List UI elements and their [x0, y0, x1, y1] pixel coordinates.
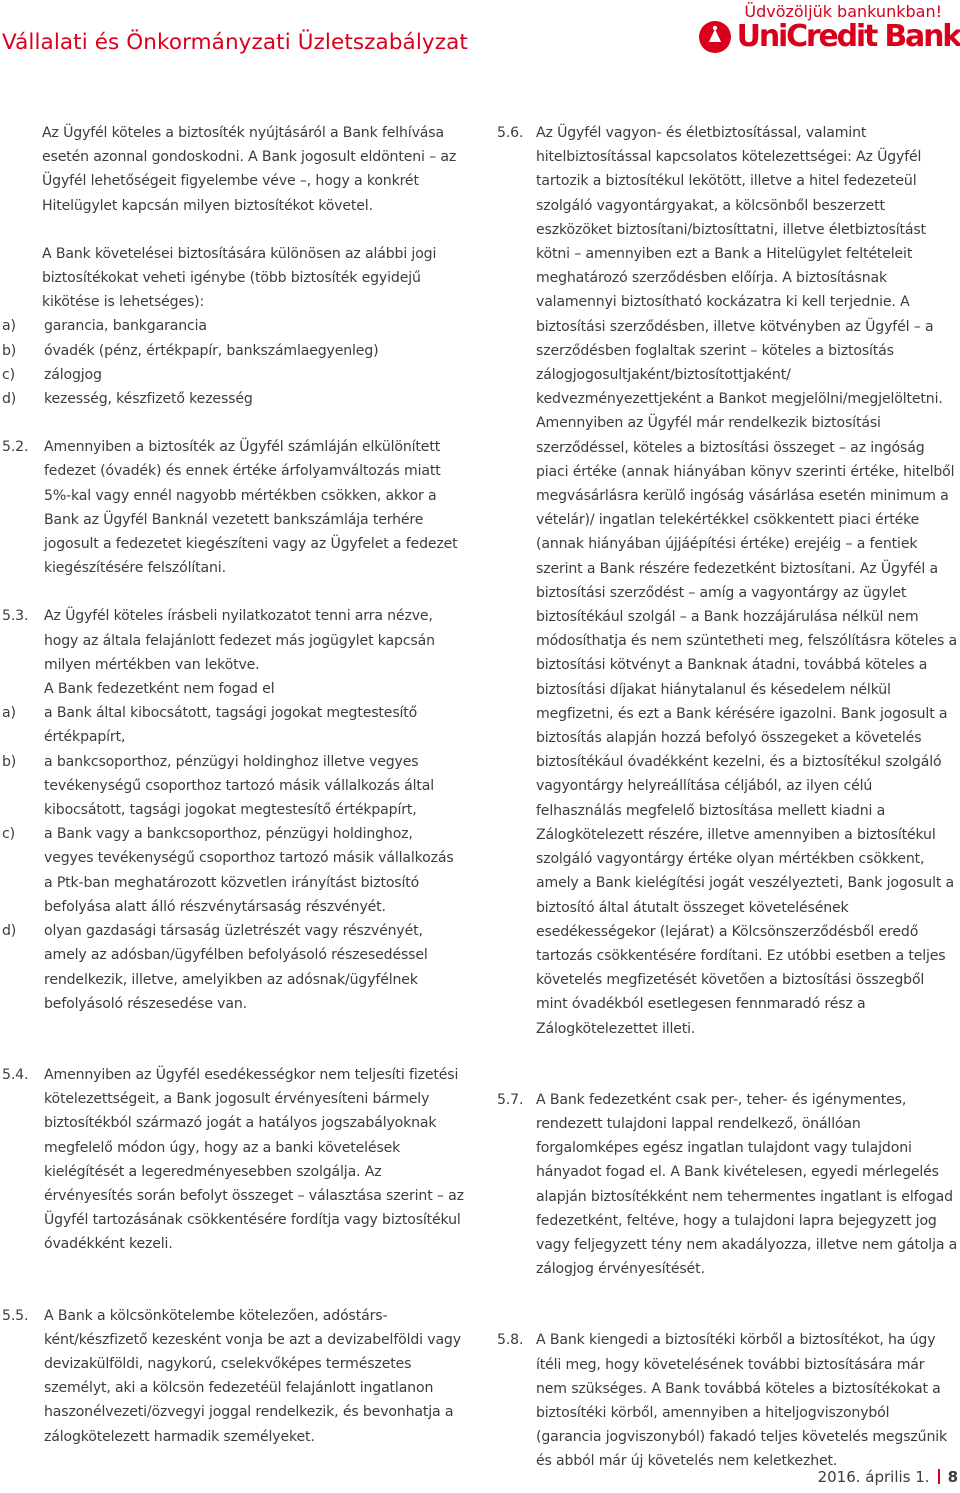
header-title: Vállalati és Önkormányzati Üzletszabályzat — [2, 30, 468, 55]
list-item — [0, 363, 466, 387]
list-item-label: a) — [2, 318, 16, 335]
list-item-text: kezesség, készfizető kezesség — [44, 391, 253, 408]
list-item-label: d) — [2, 391, 17, 408]
section-number: 5.2. — [2, 439, 29, 456]
list-item-text: óvadék (pénz, értékpapír, bankszámlaegyenleg) — [44, 342, 379, 359]
list-item — [0, 822, 466, 919]
list-item — [0, 339, 466, 363]
section-number: 5.5. — [2, 1307, 29, 1324]
left-column — [0, 121, 466, 1449]
section-text: A Bank kiengedi a biztosítéki körből a biztosítékot, ha úgy ítéli meg, hogy követelésének további biztosítására már nem szükséges. A Bank továbbá köteles a biztosítékokat a biztosítéki körből, amennyiben a hiteljogviszonyból (garancia jogviszonyból) fakadó teljes követelés megszűnik és abból már új követelés nem keletkezhet. — [536, 1332, 948, 1470]
section-5-5 — [0, 1304, 466, 1449]
list-item — [0, 750, 466, 823]
list-item-text: a Bank által kibocsátott, tagsági jogokat megtestesítő értékpapírt, — [44, 705, 418, 746]
bank-logo[interactable] — [698, 17, 960, 57]
section-5-3 — [0, 604, 466, 701]
list-item-label: a) — [2, 705, 16, 722]
section-number: 5.8. — [497, 1332, 524, 1349]
collateral-list — [0, 314, 466, 411]
section-5-8 — [492, 1328, 958, 1473]
list-item-text: a bankcsoporthoz, pénzügyi holdinghoz illetve vegyes tevékenységű csoporthoz tartozó másik vállalkozás által kibocsátott, tagsági jogokat megtestesítő értékpapírt, — [44, 753, 434, 819]
list-item-label: c) — [2, 826, 15, 843]
section-number: 5.4. — [2, 1066, 29, 1083]
section-text: A Bank fedezetként csak per-, teher- és igénymentes, rendezett tulajdoni lappal rendelkező, önállóan forgalomképes egész ingatlan tulajdont vagy tulajdoni hányadot fogad el. A Bank kivételesen, egyedi mérlegelés alapján biztosítékként nem tehermentes ingatlant is elfogad fedezetként, feltéve, hogy a tulajdoni lapra bejegyzett jog vagy feljegyzett tény nem akadályozza, illetve nem gátolja a zálogjog érvényesítését. — [536, 1091, 958, 1278]
section-number: 5.6. — [497, 125, 524, 141]
list-item — [0, 919, 466, 1016]
logo-text: UniCredit Bank — [736, 19, 960, 54]
intro-paragraph: Az Ügyfél köteles a biztosíték nyújtásáról a Bank felhívása esetén azonnal gondoskodni. A Bank jogosult eldönteni – az Ügyfél lehetőségeit figyelembe véve –, hogy a konkrét Hitelügylet kapcsán milyen biztosítékot követel. — [42, 125, 457, 214]
excluded-collateral-list — [0, 701, 466, 1016]
page-footer — [818, 1468, 958, 1486]
footer-date: 2016. április 1. — [817, 1468, 930, 1486]
list-item — [0, 314, 466, 338]
list-item-text: a Bank vagy a bankcsoporthoz, pénzügyi holdinghoz, vegyes tevékenységű csoporthoz tartozó másik vállalkozás a Ptk-ban meghatározott közvetlen irányítást biztosító befolyása alatt álló részvénytársaság részvényét. — [44, 826, 454, 915]
list-item-label: d) — [2, 923, 17, 940]
page-number: 8 — [947, 1468, 958, 1486]
list-item-text: olyan gazdasági társaság üzletrészét vagy részvényét, amely az adósban/ügyfélben befolyásoló részesedéssel rendelkezik, illetve, amelyikben az adósnak/ügyfélnek befolyásoló részesedése van. — [44, 923, 428, 1012]
section-text: Az Ügyfél köteles írásbeli nyilatkozatot tenni arra nézve, hogy az általa felajánlott fedezet más jogügylet kapcsán milyen mértékben van lekötve. — [44, 608, 435, 673]
section-number: 5.7. — [497, 1091, 524, 1108]
list-item-text: zálogjog — [44, 366, 102, 383]
section-5-6 — [492, 121, 958, 1041]
collateral-intro: A Bank követelései biztosítására különösen az alábbi jogi biztosítékokat veheti igénybe (több biztosíték egyidejű kikötése is lehetséges): — [42, 245, 437, 311]
list-item-label: c) — [2, 366, 15, 383]
list-item-text: garancia, bankgarancia — [44, 318, 207, 335]
section-text: Amennyiben a biztosíték az Ügyfél számláján elkülönített fedezet (óvadék) és ennek értéke árfolyamváltozás miatt 5%-kal vagy ennél nagyobb mértékben csökken, akkor a Bank az Ügyfél Banknál vezetett bankszámlája terhére jogosult a fedezetet kiegészíteni vagy az Ügyfelet a fedezet kiegészítésére felszólítani. — [44, 439, 458, 577]
list-item — [0, 701, 466, 749]
list-item — [0, 387, 466, 411]
right-column — [492, 121, 958, 1474]
section-5-4 — [0, 1063, 466, 1257]
welcome-link[interactable]: Üdvözöljük bankunkban! — [744, 2, 942, 21]
list-item-label: b) — [2, 342, 17, 359]
section-text: Amennyiben az Ügyfél esedékességkor nem teljesíti fizetési kötelezettségeit, a Bank jogosult érvényesíteni bármely biztosítékból származó jogát a hatályos jogszabályoknak megfelelő módon úgy, hogy az a banki követelések kielégítését a legeredményesebben szolgálja. Az érvényesítés során befolyt összeget – választása szerint – az Ügyfél tartozásának csökkentésére fordítja vagy biztosítékul óvadékként kezeli. — [44, 1066, 464, 1253]
list-item-label: b) — [2, 753, 17, 770]
section-subheading: A Bank fedezetként nem fogad el — [44, 681, 275, 698]
footer-separator — [938, 1469, 940, 1484]
section-5-2 — [0, 435, 466, 580]
section-text: A Bank a kölcsönkötelembe kötelezően, adóstárs-ként/készfizető kezesként vonja be azt a devizabelföldi vagy devizakülföldi, nagykorú, cselekvőképes természetes személyt, aki a kölcsön fedezetéül felajánlott ingatlanon haszonélvezeti/özvegyi joggal rendelkezik, és bevonhatja a zálogkötelezett harmadik személyeket. — [44, 1307, 461, 1445]
section-5-7 — [492, 1088, 958, 1282]
section-text: Az Ügyfél vagyon- és életbiztosítással, valamint hitelbiztosítással kapcsolatos kötelezettségei: Az Ügyfél tartozik a biztosítékul lekötött, illetve a hitel fedezeteül szolgáló vagyontárgyakat, a kölcsönből beszerzett eszközöket biztosítani/biztosíttatni, illetve életbiztosítást kötni – amennyiben ezt a Bank a Hitelügylet feltételeit meghatározó szerződésben előírja. A biztosításnak valamennyi biztosítható kockázatra ki kell terjednie. A biztosítási szerződésben, illetve kötvényben az Ügyfél – a szerződésben foglaltak szerint – köteles a biztosítás zálogjogosultjaként/biztosítottjaként/ kedvezményezettjeként a Bankot megjelölni/megjelöltetni. Amennyiben az Ügyfél már rendelkezik biztosítási szerződéssel, köteles a biztosítási összeget – az ingóság piaci értéke (annak hiányában könyv szerinti értéke, hitelből megvásárlásra kerülő ingóság vásárlása esetén minimum a vételár)/ ingatlan telekértékkel csökkentett piaci értéke (annak hiányában újjáépítési értéke) erejéig – a fentiek szerint a Bank részére fedezetként biztosítani. Az Ügyfél a biztosítási szerződést – amíg a vagyontárgy az ügylet biztosítékául szolgál – a Bank hozzájárulása nélkül nem módosíthatja és nem szüntetheti meg, felszólításra köteles a biztosítási kötvényt a Banknak átadni, továbbá köteles a biztosítási díjakat hiánytalanul és késedelem nélkül megfizetni, és ezt a Bank kérésére igazolni. Bank jogosult a biztosítás alapján hozzá befolyó összegeket a követelés biztosítékául óvadékként kezelni, és a biztosítékul szolgáló vagyontárgy helyreállítása céljából, az ilyen célú felhasználás megfelelő biztosítása mellett kiadni a Zálogkötelezett részére, illetve amennyiben a biztosítékul szolgáló vagyontárgy értéke olyan mértékben csökkent, amely a Bank kielégítési jogát veszélyezteti, Bank jogosult a biztosító által átutalt összeget követelésének esedékességekor (lejárat) a Kölcsönszerződésből eredő tartozás csökkentésére fordítani. Ez utóbbi esetben a teljes követelés megfizetését követően a biztosítási összegből mint óvadékból esetlegesen fennmaradó rész a Zálogkötelezettet illeti. — [536, 125, 957, 1037]
section-number: 5.3. — [2, 608, 29, 625]
unicredit-logo-icon — [698, 20, 732, 54]
